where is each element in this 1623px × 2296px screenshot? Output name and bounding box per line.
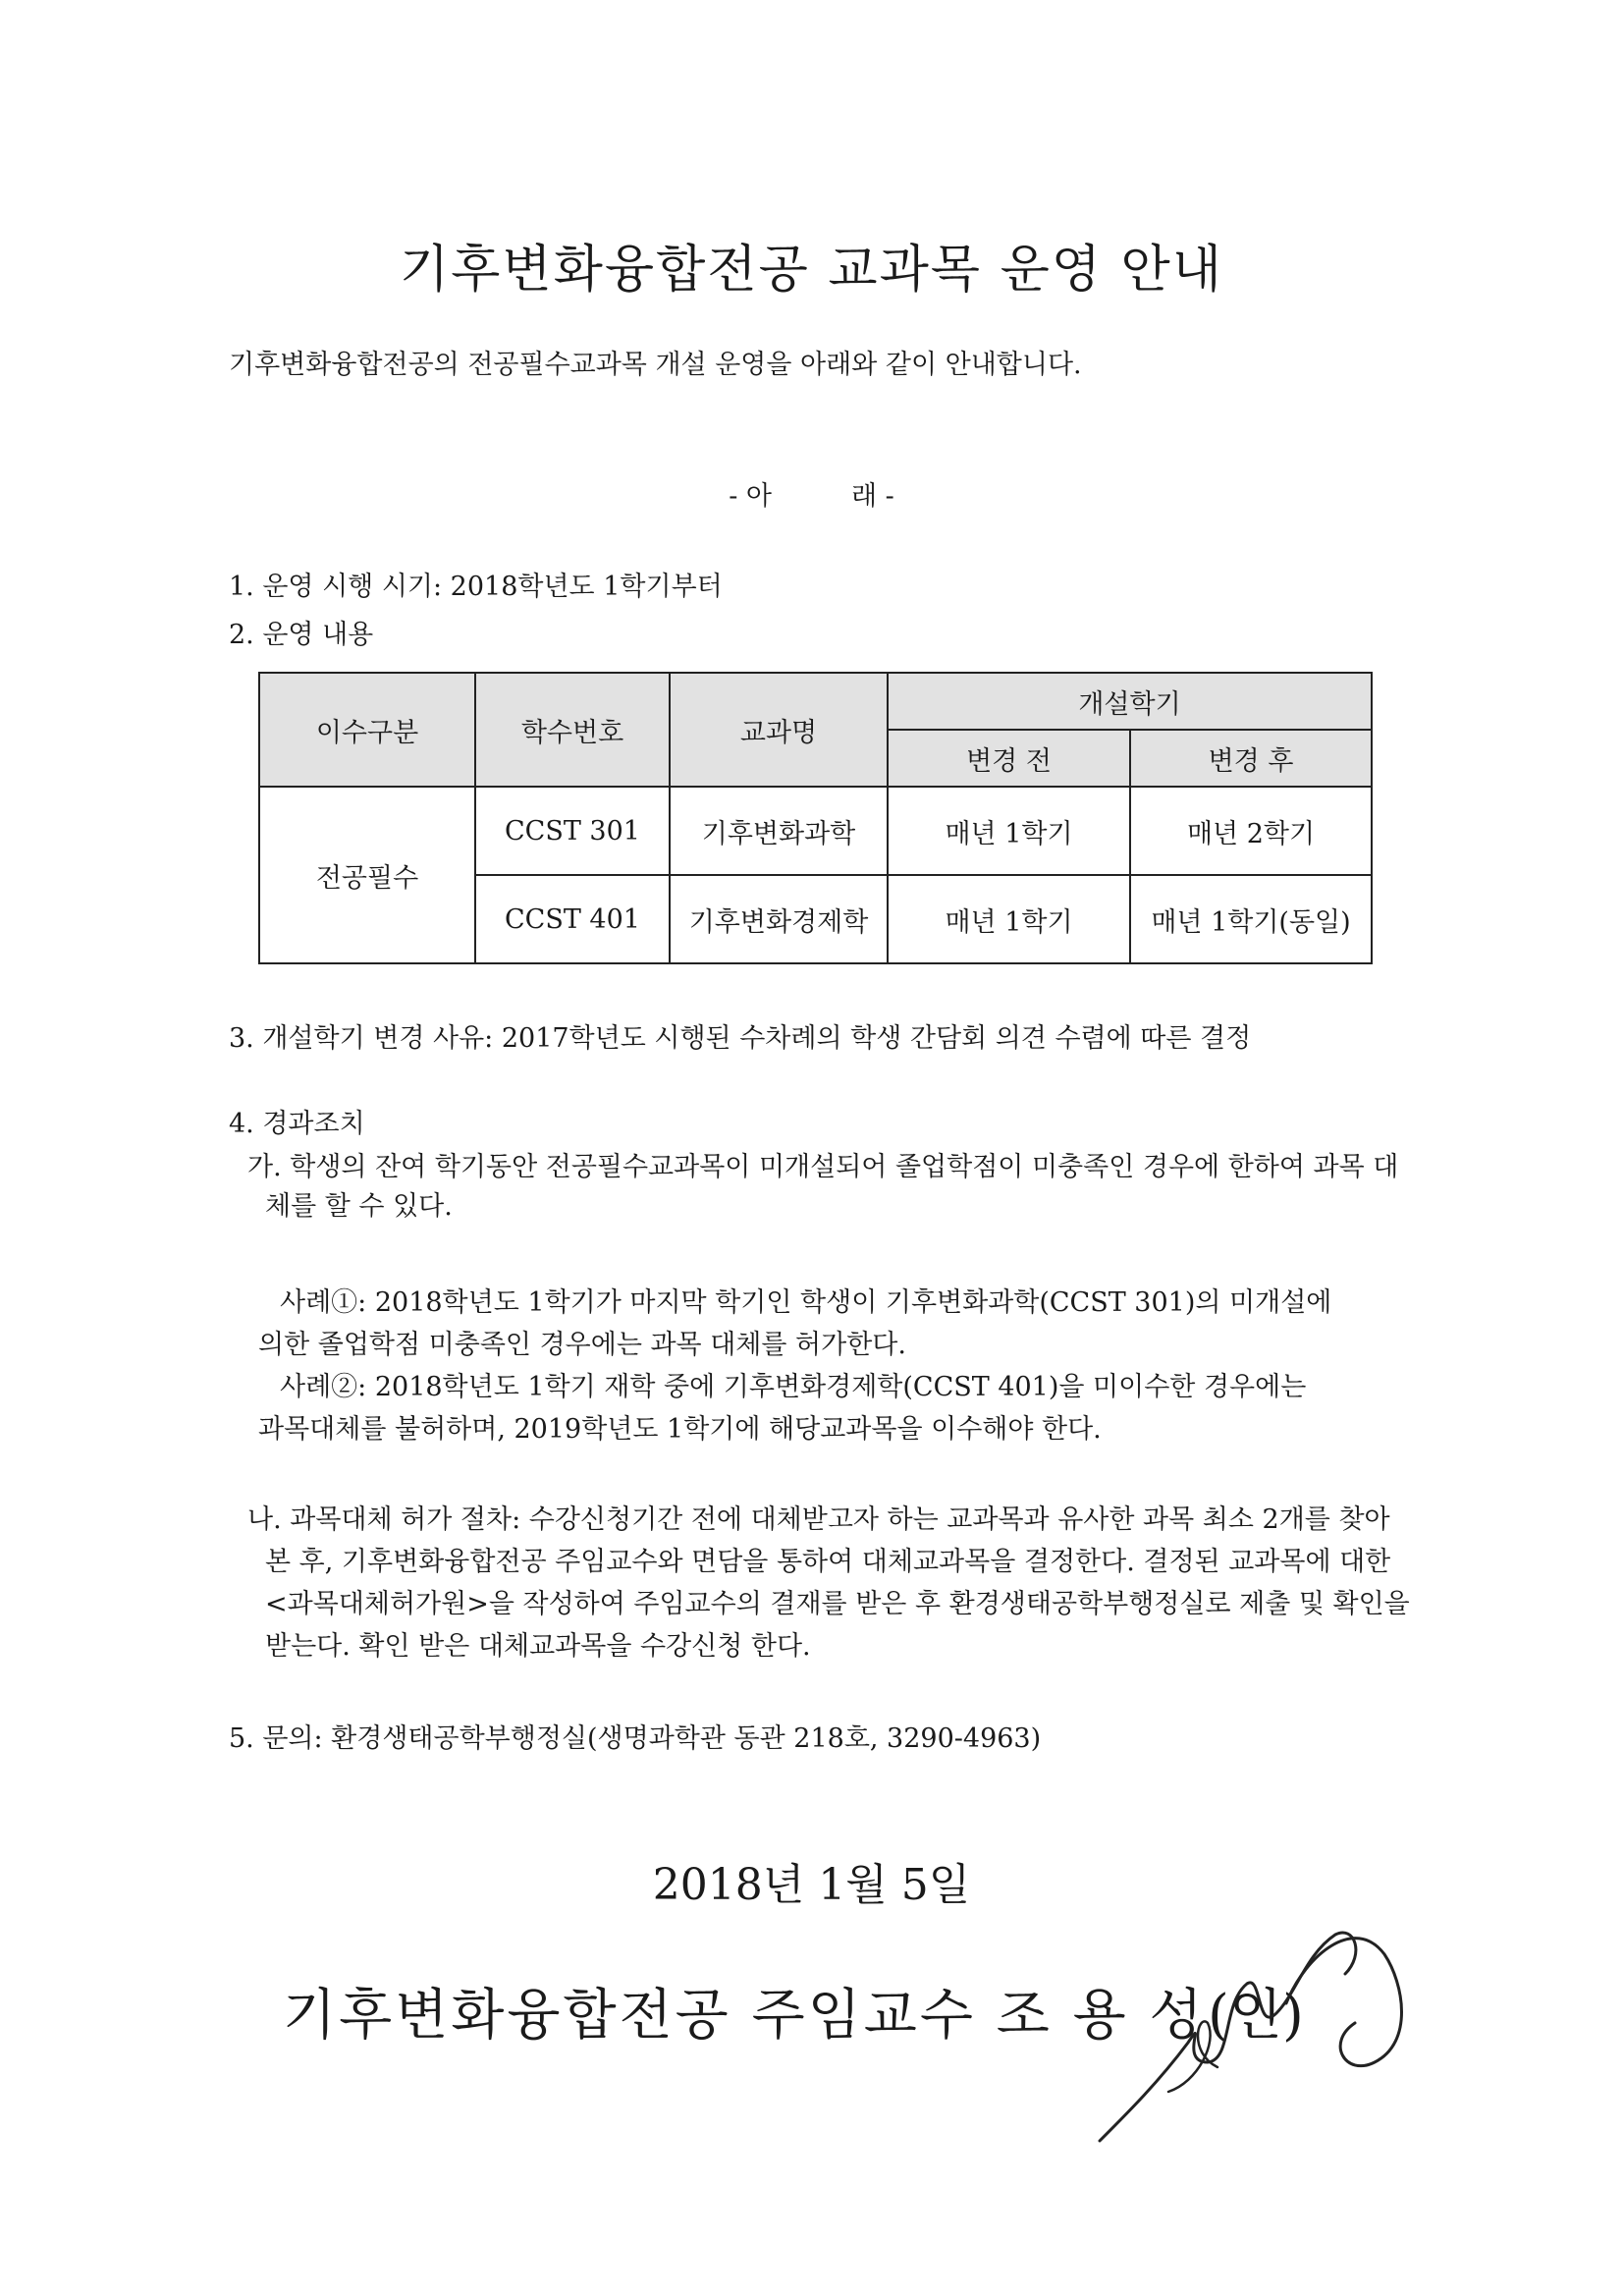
code-cell: CCST 401 bbox=[475, 875, 670, 963]
header-category: 이수구분 bbox=[259, 673, 475, 787]
case1-line1: 사례①: 2018학년도 1학기가 마지막 학기인 학생이 기후변화과학(CCST 301)의 미개설에 bbox=[280, 1287, 1332, 1318]
after-cell: 매년 1학기(동일) bbox=[1130, 875, 1372, 963]
seal-mark: (인) bbox=[1208, 1984, 1304, 2048]
header-after: 변경 후 bbox=[1130, 730, 1372, 787]
after-cell: 매년 2학기 bbox=[1130, 787, 1372, 875]
before-cell: 매년 1학기 bbox=[888, 875, 1130, 963]
document-date: 2018년 1월 5일 bbox=[652, 1860, 971, 1910]
subheader: - 아 래 - bbox=[729, 481, 894, 512]
document-title: 기후변화융합전공 교과목 운영 안내 bbox=[399, 241, 1224, 300]
before-cell: 매년 1학기 bbox=[888, 787, 1130, 875]
item-2: 2. 운영 내용 bbox=[229, 620, 374, 650]
case1-line2: 의한 졸업학점 미충족인 경우에는 과목 대체를 허가한다. bbox=[258, 1330, 906, 1360]
item-5: 5. 문의: 환경생태공학부행정실(생명과학관 동관 218호, 3290-4963) bbox=[229, 1723, 1042, 1754]
header-code: 학수번호 bbox=[475, 673, 670, 787]
handwritten-signature-icon bbox=[1060, 1895, 1434, 2151]
header-course: 교과명 bbox=[670, 673, 888, 787]
course-cell: 기후변화경제학 bbox=[670, 875, 888, 963]
case2-line2: 과목대체를 불허하며, 2019학년도 1학기에 해당교과목을 이수해야 한다. bbox=[258, 1414, 1102, 1445]
item-1: 1. 운영 시행 시기: 2018학년도 1학기부터 bbox=[229, 572, 723, 602]
item-3: 3. 개설학기 변경 사유: 2017학년도 시행된 수차례의 학생 간담회 의견 수렴에 따른 결정 bbox=[229, 1023, 1252, 1054]
course-table bbox=[258, 672, 1373, 964]
course-cell: 기후변화과학 bbox=[670, 787, 888, 875]
item-4: 4. 경과조치 bbox=[229, 1109, 365, 1139]
header-before: 변경 전 bbox=[888, 730, 1130, 787]
table-row bbox=[259, 787, 1372, 875]
case2-line1: 사례②: 2018학년도 1학기 재학 중에 기후변화경제학(CCST 401)을 미이수한 경우에는 bbox=[280, 1372, 1307, 1402]
code-cell: CCST 301 bbox=[475, 787, 670, 875]
transition-ga: 가. 학생의 잔여 학기동안 전공필수교과목이 미개설되어 졸업학점이 미충족인 경우에 한하여 과목 대체를 할 수 있다. bbox=[247, 1152, 1399, 1222]
signatory: 기후변화융합전공 주임교수 조 용 성 bbox=[283, 1984, 1206, 2048]
transition-na: 나. 과목대체 허가 절차: 수강신청기간 전에 대체받고자 하는 교과목과 유사한 과목 최소 2개를 찾아본 후, 기후변화융합전공 주임교수와 면담을 통하여 대체교과목을 결정한다. 결정된 교과목에 대한 <과목대체허가원>을 작성하여 주임교수의 결재를 받은 후 환경생태공학부행정실로 제출 및 확인을 받는다. 확인 받은 대체교과목을 수강신청 한다. bbox=[247, 1504, 1410, 1662]
category-cell: 전공필수 bbox=[259, 787, 475, 963]
header-semester-group: 개설학기 bbox=[888, 673, 1372, 730]
intro-text: 기후변화융합전공의 전공필수교과목 개설 운영을 아래와 같이 안내합니다. bbox=[229, 350, 1082, 380]
